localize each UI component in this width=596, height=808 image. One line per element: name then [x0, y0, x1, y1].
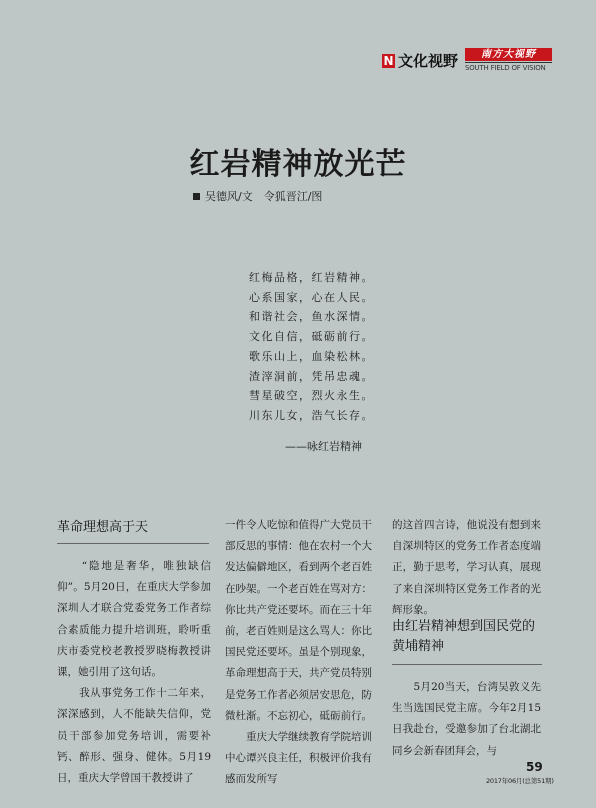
section-title: 文化视野 [398, 52, 459, 70]
poem-line: 川东儿女，浩气长存。 [249, 408, 374, 422]
section-heading-2: 由红岩精神想到国民党的黄埔精神 [392, 619, 536, 654]
brand-badge [465, 48, 552, 61]
column-1 [57, 556, 211, 789]
issue-info: 2017年06月(总第51期) [486, 777, 554, 785]
paragraph: 5月20当天，台湾吴敦义先生当选国民党主席。今年2月15日我赴台，受邀参加了台北湖北同乡会新春团拜会，与 [392, 681, 541, 757]
poem-signature: ——咏红岩精神 [285, 440, 362, 453]
byline [193, 190, 322, 204]
poem [249, 268, 374, 426]
page-number: 59 [526, 760, 543, 774]
poem-line: 红梅品格，红岩精神。 [249, 271, 374, 284]
paragraph: 重庆大学继续教育学院培训中心谭兴良主任，积极评价我有感而发所写 [225, 731, 372, 786]
poem-line: 文化自信，砥砺前行。 [249, 330, 374, 344]
paragraph: 我从事党务工作十二年来，深深感到，人不能缺失信仰，党员干部参加党务培训，需要补钙、醉形、强身、健体。5月19日，重庆大学曾国干教授讲了 [57, 687, 211, 785]
heading-divider [57, 543, 209, 544]
poem-line: 渣滓洞前，凭吊忠魂。 [249, 369, 374, 383]
poem-line: 彗星破空，烈火永生。 [249, 389, 374, 403]
brand-name: 南方大视野 [481, 49, 536, 60]
article-title: 红岩精神放光芒 [189, 147, 407, 182]
byline-text: 吴德风/文 令狐晋江/图 [205, 190, 323, 203]
bullet-square-icon [193, 193, 200, 200]
paragraph: 一件令人吃惊和值得广大党员干部反思的事情：他在农村一个大发达偏僻地区，看到两个老百姓在吵架。一个老百姓在骂对方：你比共产党还要坏。而在三十年前，老百姓则是这么骂人：你比国民党还要坏。虽是个别现象，革命理想高于天，共产党员特别是党务工作者必须居安思危，防微杜渐。不忘初心，砥砺前行。 [225, 519, 372, 722]
paragraph: “隐地是奢华，唯独缺信仰”。5月20日，在重庆大学参加深圳人才联合党委党务工作者综合素质能力提升培训班，聆听重庆市委党校老教授罗晓梅教授讲课，她引用了这句话。 [57, 560, 211, 679]
paragraph: 的这首四言诗，他说没有想到来自深圳特区的党务工作者态度端正，勤于思考，学习认真，展现了来自深圳特区党务工作者的光辉形象。 [392, 519, 541, 616]
column-3-top [392, 515, 541, 621]
poem-line: 心系国家，心在人民。 [249, 290, 374, 304]
poem-line: 歌乐山上，血染松林。 [249, 349, 374, 363]
magazine-logo-icon: N [383, 54, 394, 68]
heading-divider [392, 664, 542, 665]
section-heading-1: 革命理想高于天 [57, 520, 149, 535]
brand-english: SOUTH FIELD OF VISION [465, 64, 546, 72]
column-2 [225, 515, 372, 791]
column-3-bottom [392, 677, 541, 762]
poem-line: 和谐社会，鱼水深情。 [249, 310, 374, 324]
